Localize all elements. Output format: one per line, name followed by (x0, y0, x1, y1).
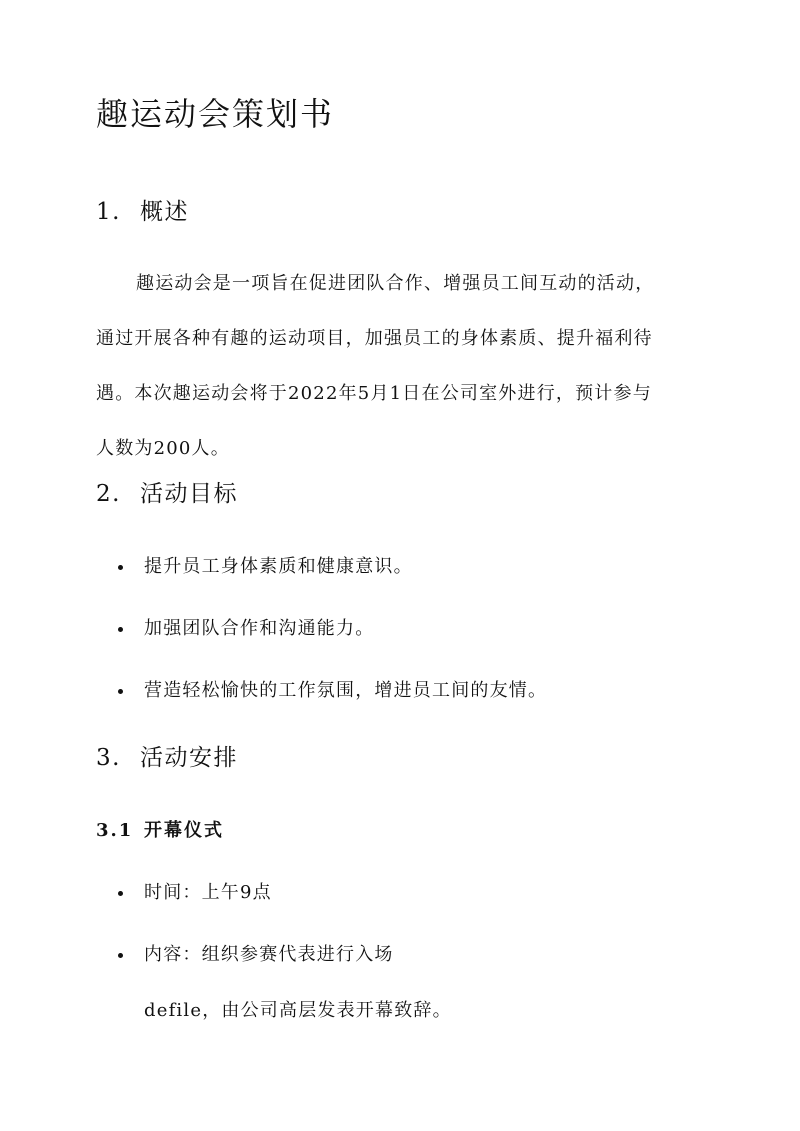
list-item-text: 内容：组织参赛代表进行入场 (144, 944, 394, 965)
list-item-text: 营造轻松愉快的工作氛围，增进员工间的友情。 (144, 680, 548, 701)
paragraph-line: 遇。本次趣运动会将于2022年5月1日在公司室外进行，预计参与 (96, 383, 652, 404)
bullet-icon (118, 627, 123, 632)
list-item-continuation: defile，由公司高层发表开幕致辞。 (144, 1000, 452, 1021)
list-item (116, 678, 547, 740)
section-3-heading (96, 742, 238, 774)
list-item-text: 提升员工身体素质和健康意识。 (144, 556, 413, 577)
section-title: 概述 (140, 199, 189, 225)
goals-list (116, 554, 547, 740)
list-item (116, 554, 547, 616)
paragraph-line: 人数为200人。 (96, 438, 230, 459)
bullet-icon (118, 565, 123, 570)
opening-ceremony-list (116, 880, 452, 1021)
section-2-heading (96, 478, 238, 510)
list-item (116, 880, 452, 942)
bullet-icon (118, 953, 123, 958)
section-number: 3. (96, 745, 121, 771)
subsection-3-1-heading (96, 818, 224, 844)
section-title: 活动安排 (140, 745, 238, 771)
section-number: 2. (96, 481, 121, 507)
list-item-text: 加强团队合作和沟通能力。 (144, 618, 375, 639)
subsection-number: 3.1 (96, 820, 134, 841)
section-number: 1. (96, 199, 121, 225)
paragraph-line: 通过开展各种有趣的运动项目，加强员工的身体素质、提升福利待 (96, 328, 653, 349)
bullet-icon (118, 891, 123, 896)
subsection-title: 开幕仪式 (144, 820, 224, 841)
section-1-heading (96, 196, 189, 228)
bullet-icon (118, 689, 123, 694)
document-title: 趣运动会策划书 (96, 95, 335, 133)
overview-paragraph (96, 256, 706, 476)
section-title: 活动目标 (140, 481, 238, 507)
list-item (116, 616, 547, 678)
list-item (116, 942, 452, 1021)
list-item-text: 时间：上午9点 (144, 882, 272, 903)
paragraph-line: 趣运动会是一项旨在促进团队合作、增强员工间互动的活动， (136, 273, 655, 294)
